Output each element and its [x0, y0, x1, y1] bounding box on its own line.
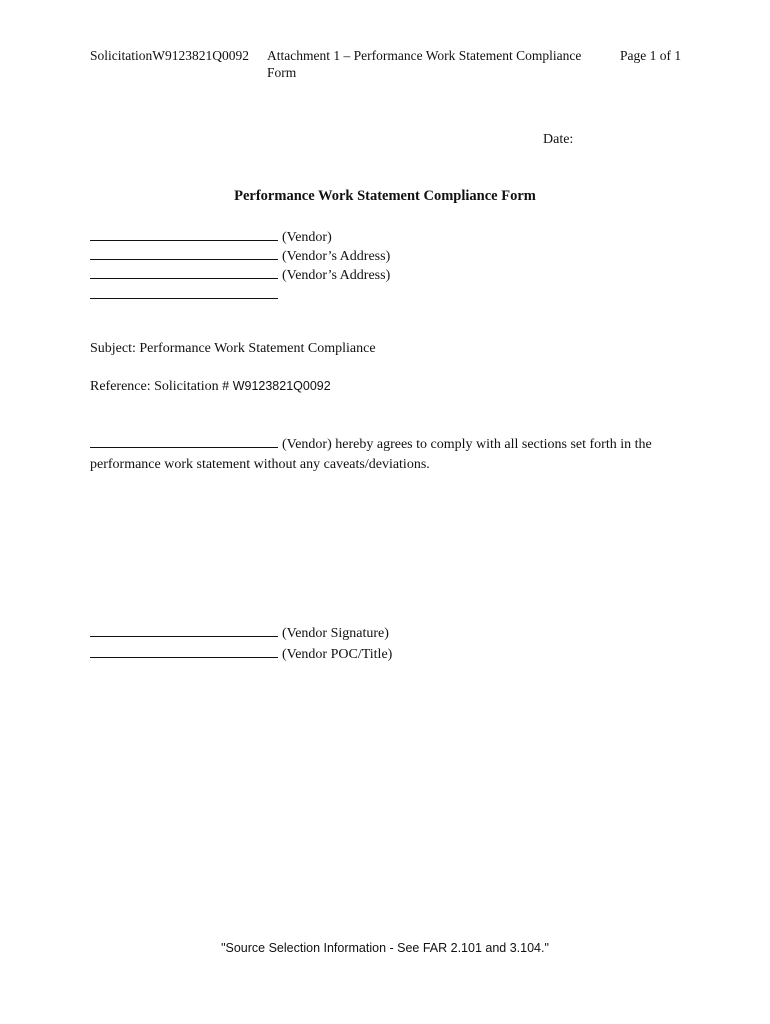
vendor-address-blank-1[interactable]: [90, 246, 278, 260]
vendor-signature-blank[interactable]: [90, 623, 278, 637]
vendor-poc-line: [90, 644, 392, 664]
vendor-signature-label: (Vendor Signature): [282, 626, 389, 641]
vendor-address-line-2: [90, 265, 390, 285]
reference-label: Reference: Solicitation #: [90, 379, 230, 394]
form-title: Performance Work Statement Compliance Form: [234, 188, 536, 204]
header-attachment-title: Attachment 1 – Performance Work Statement Compliance Form: [267, 48, 582, 80]
date-label: Date:: [543, 132, 574, 147]
header-page-number: Page 1 of 1: [620, 48, 682, 63]
agreement-statement: [90, 434, 690, 475]
subject-line: Subject: Performance Work Statement Compliance: [90, 341, 376, 356]
agreement-vendor-blank[interactable]: [90, 434, 278, 448]
vendor-name-line: [90, 227, 332, 247]
vendor-address-label-1: (Vendor’s Address): [282, 249, 391, 264]
agreement-text: (Vendor) hereby agrees to comply with all sections set forth in the performance work statement without any caveats/deviations.: [90, 437, 652, 472]
vendor-extra-blank[interactable]: [90, 285, 278, 299]
header-solicitation: SolicitationW9123821Q0092: [90, 48, 249, 63]
vendor-address-label-2: (Vendor’s Address): [282, 268, 391, 283]
reference-number: W9123821Q0092: [232, 379, 331, 393]
vendor-name-blank[interactable]: [90, 227, 278, 241]
vendor-address-blank-2[interactable]: [90, 265, 278, 279]
vendor-poc-blank[interactable]: [90, 644, 278, 658]
vendor-name-label: (Vendor): [282, 230, 332, 245]
vendor-signature-line: [90, 623, 389, 643]
reference-line: [90, 379, 331, 395]
footer-notice: "Source Selection Information - See FAR 2.101 and 3.104.": [221, 941, 549, 955]
vendor-poc-label: (Vendor POC/Title): [282, 647, 393, 662]
vendor-extra-line: [90, 285, 282, 305]
vendor-address-line-1: [90, 246, 390, 266]
